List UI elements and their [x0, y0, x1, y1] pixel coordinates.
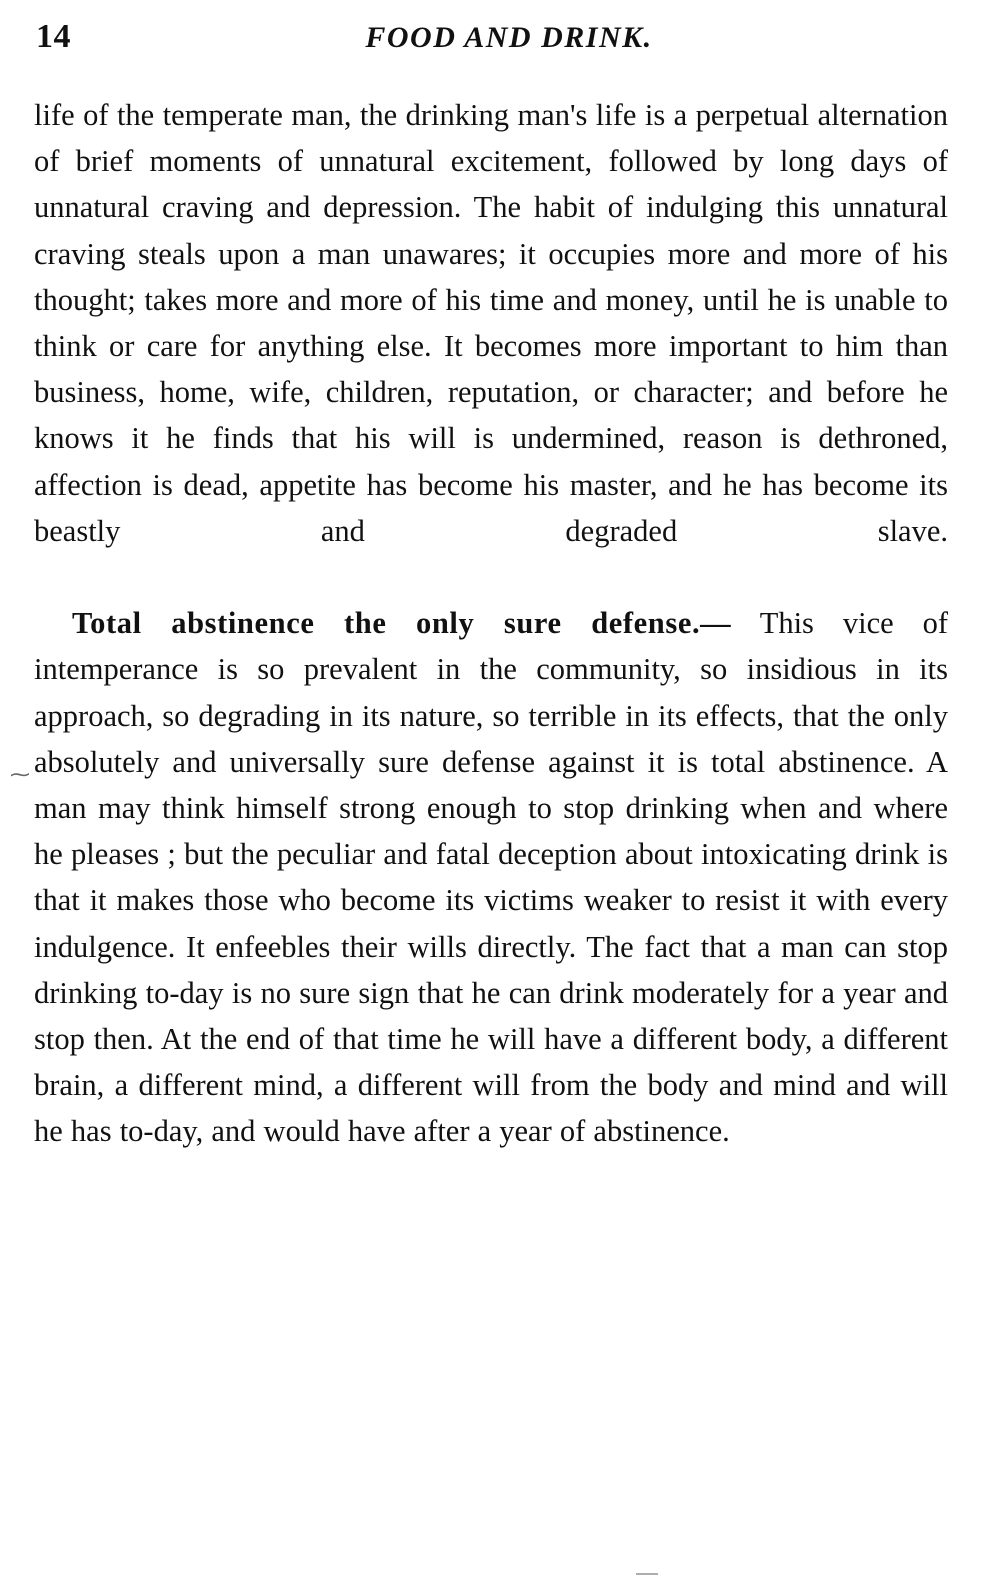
page-smudge-mark: ⁓ — [10, 764, 30, 786]
running-head — [28, 18, 952, 76]
run-in-heading: Total abstinence the only sure defense.— — [72, 606, 732, 641]
running-head-title: FOOD AND DRINK. — [365, 21, 653, 54]
paragraph-text: life of the temperate man, the drinking man's life is a perpetual alternation of brief moments of unnatural excitement, followed by long days of unnatural craving and depression. The habit of indulging this unnatural craving steals upon a man unawares; it occupies more and more of his thought; takes more and more of his time and money, until he is unable to think or care for anything else. It becomes more important to him than business, home, wife, children, reputation, or character; and before he knows it he finds that his will is undermined, reason is dethroned, affection is dead, appetite has become his master, and he has become its beastly and degraded slave. — [34, 98, 948, 548]
page-bottom-mark — [636, 1573, 658, 1575]
page-body — [28, 92, 952, 1155]
page-number: 14 — [36, 18, 71, 55]
paragraph-continued — [34, 92, 948, 600]
paragraph-total-abstinence — [34, 600, 948, 1154]
paragraph-text: This vice of intemperance is so prevalent in the community, so insidious in its approach, so degrading in its nature, so terrible in its effects, that the only absolutely and universally sure defense against it is total abstinence. A man may think himself strong enough to stop drinking when and where he pleases ; but the peculiar and fatal deception about intoxicating drink is that it makes those who become its victims weaker to resist it with every indulgence. It enfeebles their wills directly. The fact that a man can stop drinking to-day is no sure sign that he can drink moderately for a year and stop then. At the end of that time he will have a different body, a different brain, a different mind, a different will from the body and mind and will he has to-day, and would have after a year of abstinence. — [34, 606, 949, 1149]
